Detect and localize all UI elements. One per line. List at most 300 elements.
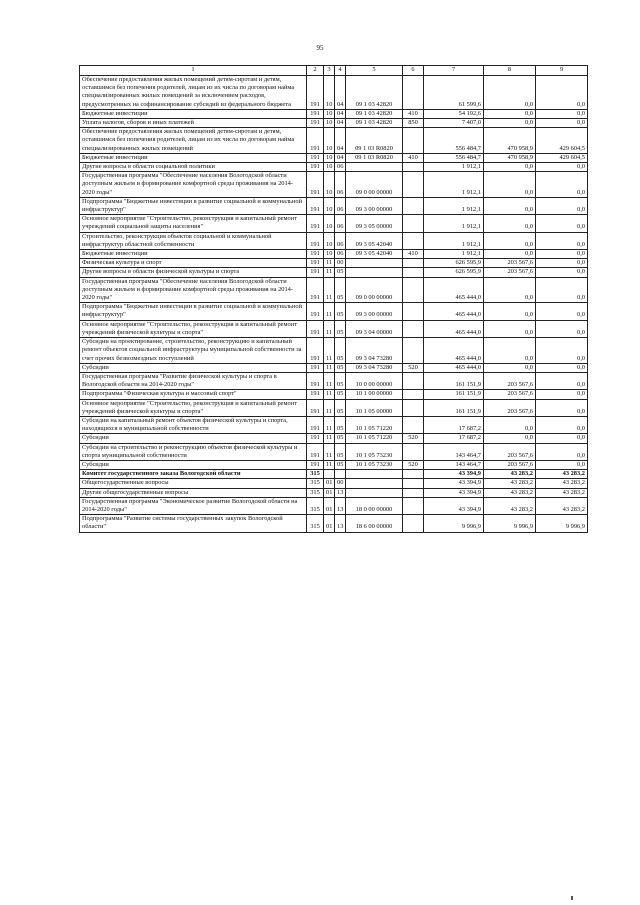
amount-year-3: 0,0 — [536, 259, 588, 268]
section-code: 11 — [324, 338, 335, 364]
table-row — [80, 163, 588, 172]
expense-type-code — [403, 215, 424, 232]
column-header: 3 — [324, 66, 335, 76]
subsection-code: 06 — [335, 197, 346, 214]
section-code: 01 — [324, 497, 335, 514]
expense-type-code — [403, 372, 424, 389]
subsection-code: 04 — [335, 76, 346, 110]
amount-year-2: 43 283,2 — [484, 488, 536, 497]
amount-year-1: 161 151,9 — [424, 372, 484, 389]
column-header: 7 — [424, 66, 484, 76]
amount-year-2: 0,0 — [484, 434, 536, 443]
subsection-code: 05 — [335, 303, 346, 320]
amount-year-2: 0,0 — [484, 163, 536, 172]
target-article-code: 09 0 00 00000 — [346, 172, 403, 198]
amount-year-1: 143 464,7 — [424, 460, 484, 469]
expense-type-code — [403, 497, 424, 514]
subsection-code: 05 — [335, 434, 346, 443]
section-code: 11 — [324, 390, 335, 399]
target-article-code — [346, 470, 403, 479]
table-row — [80, 460, 588, 469]
amount-year-2: 203 567,6 — [484, 460, 536, 469]
amount-year-3: 0,0 — [536, 443, 588, 460]
section-code — [324, 470, 335, 479]
table-row — [80, 470, 588, 479]
admin-code: 315 — [307, 470, 324, 479]
subsection-code: 05 — [335, 460, 346, 469]
page-number: 95 — [316, 44, 324, 52]
amount-year-1: 465 444,0 — [424, 363, 484, 372]
amount-year-2: 0,0 — [484, 119, 536, 128]
subsection-code: 04 — [335, 119, 346, 128]
amount-year-2: 43 283,2 — [484, 479, 536, 488]
section-code: 11 — [324, 363, 335, 372]
subsection-code: 05 — [335, 372, 346, 389]
target-article-code: 09 1 03 42820 — [346, 119, 403, 128]
expense-type-code: 850 — [403, 119, 424, 128]
amount-year-3: 0,0 — [536, 390, 588, 399]
row-name: Другие вопросы в области физической культуры и спорта — [80, 268, 307, 277]
amount-year-1: 626 595,9 — [424, 259, 484, 268]
budget-table — [79, 65, 588, 533]
section-code: 11 — [324, 443, 335, 460]
admin-code: 315 — [307, 488, 324, 497]
amount-year-1: 54 192,6 — [424, 109, 484, 118]
expense-type-code — [403, 268, 424, 277]
subsection-code: 05 — [335, 399, 346, 416]
amount-year-3: 0,0 — [536, 197, 588, 214]
amount-year-3: 0,0 — [536, 163, 588, 172]
amount-year-3: 0,0 — [536, 363, 588, 372]
admin-code: 191 — [307, 259, 324, 268]
target-article-code: 09 3 04 00000 — [346, 320, 403, 337]
row-name: Бюджетные инвестиции — [80, 250, 307, 259]
target-article-code: 09 3 05 42040 — [346, 250, 403, 259]
expense-type-code — [403, 259, 424, 268]
expense-type-code — [403, 76, 424, 110]
amount-year-1: 43 394,9 — [424, 497, 484, 514]
amount-year-3: 0,0 — [536, 277, 588, 303]
section-code: 01 — [324, 479, 335, 488]
admin-code: 191 — [307, 277, 324, 303]
target-article-code: 10 1 05 71220 — [346, 416, 403, 433]
admin-code: 315 — [307, 479, 324, 488]
admin-code: 191 — [307, 303, 324, 320]
amount-year-1: 1 912,1 — [424, 197, 484, 214]
admin-code: 191 — [307, 416, 324, 433]
amount-year-2: 0,0 — [484, 250, 536, 259]
subsection-code: 06 — [335, 172, 346, 198]
amount-year-2: 0,0 — [484, 303, 536, 320]
amount-year-1: 556 484,7 — [424, 128, 484, 154]
admin-code: 191 — [307, 460, 324, 469]
target-article-code: 09 1 03 R0820 — [346, 153, 403, 162]
admin-code: 191 — [307, 338, 324, 364]
amount-year-1: 465 444,0 — [424, 338, 484, 364]
subsection-code: 13 — [335, 515, 346, 532]
target-article-code: 09 3 05 42040 — [346, 232, 403, 249]
amount-year-1: 61 599,6 — [424, 76, 484, 110]
amount-year-2: 9 996,9 — [484, 515, 536, 532]
amount-year-1: 556 484,7 — [424, 153, 484, 162]
expense-type-code: 520 — [403, 434, 424, 443]
column-number-row — [80, 66, 588, 76]
target-article-code: 09 3 05 00000 — [346, 215, 403, 232]
amount-year-2: 0,0 — [484, 363, 536, 372]
admin-code: 191 — [307, 443, 324, 460]
section-code: 10 — [324, 215, 335, 232]
target-article-code: 09 1 03 R0820 — [346, 128, 403, 154]
target-article-code: 09 3 00 00000 — [346, 197, 403, 214]
subsection-code: 05 — [335, 268, 346, 277]
amount-year-2: 203 567,6 — [484, 259, 536, 268]
amount-year-2: 43 283,2 — [484, 470, 536, 479]
subsection-code: 05 — [335, 320, 346, 337]
amount-year-3: 0,0 — [536, 109, 588, 118]
target-article-code — [346, 268, 403, 277]
target-article-code: 09 3 04 73280 — [346, 363, 403, 372]
amount-year-3: 43 283,2 — [536, 479, 588, 488]
amount-year-3: 0,0 — [536, 268, 588, 277]
amount-year-1: 9 996,9 — [424, 515, 484, 532]
column-header: 4 — [335, 66, 346, 76]
expense-type-code — [403, 416, 424, 433]
table-row — [80, 488, 588, 497]
subsection-code: 05 — [335, 443, 346, 460]
section-code: 10 — [324, 197, 335, 214]
table-row — [80, 497, 588, 514]
amount-year-3: 0,0 — [536, 303, 588, 320]
amount-year-2: 203 567,6 — [484, 399, 536, 416]
section-code: 10 — [324, 76, 335, 110]
expense-type-code: 520 — [403, 460, 424, 469]
row-name: Строительство, реконструкция объектов социальной и коммунальной инфраструктур областной собственности — [80, 232, 307, 249]
expense-type-code — [403, 479, 424, 488]
section-code: 10 — [324, 232, 335, 249]
amount-year-2: 203 567,6 — [484, 443, 536, 460]
admin-code: 315 — [307, 497, 324, 514]
admin-code: 191 — [307, 363, 324, 372]
column-header: 1 — [80, 66, 307, 76]
section-code: 11 — [324, 320, 335, 337]
table-row — [80, 390, 588, 399]
admin-code: 191 — [307, 320, 324, 337]
amount-year-3: 0,0 — [536, 250, 588, 259]
row-name: Государственная программа "Развитие физической культуры и спорта в Вологодской области на 2014-2020 годы" — [80, 372, 307, 389]
admin-code: 191 — [307, 372, 324, 389]
table-row — [80, 119, 588, 128]
row-name: Субсидии на строительство и реконструкцию объектов физической культуры и спорта муниципальной собственности — [80, 443, 307, 460]
row-name: Основное мероприятие "Строительство, реконструкция и капитальный ремонт учреждений социальной защиты населения" — [80, 215, 307, 232]
admin-code: 191 — [307, 172, 324, 198]
amount-year-2: 203 567,6 — [484, 372, 536, 389]
amount-year-3: 0,0 — [536, 416, 588, 433]
amount-year-2: 43 283,2 — [484, 497, 536, 514]
admin-code: 191 — [307, 434, 324, 443]
subsection-code: 04 — [335, 128, 346, 154]
amount-year-3: 43 283,2 — [536, 488, 588, 497]
table-row — [80, 277, 588, 303]
amount-year-3: 0,0 — [536, 172, 588, 198]
admin-code: 191 — [307, 128, 324, 154]
amount-year-3: 43 283,2 — [536, 497, 588, 514]
row-name: Другие вопросы в области социальной политики — [80, 163, 307, 172]
expense-type-code — [403, 443, 424, 460]
row-name: Основное мероприятие "Строительство, реконструкция и капитальный ремонт учреждений физической культуры и спорта" — [80, 320, 307, 337]
amount-year-2: 203 567,6 — [484, 268, 536, 277]
amount-year-2: 0,0 — [484, 172, 536, 198]
admin-code: 315 — [307, 515, 324, 532]
amount-year-1: 43 394,9 — [424, 479, 484, 488]
expense-type-code — [403, 277, 424, 303]
row-name: Подпрограмма "Развитие системы государственных закупок Вологодской области" — [80, 515, 307, 532]
section-code: 10 — [324, 128, 335, 154]
subsection-code: 06 — [335, 163, 346, 172]
admin-code: 191 — [307, 76, 324, 110]
amount-year-1: 17 687,2 — [424, 434, 484, 443]
column-header: 5 — [346, 66, 403, 76]
expense-type-code — [403, 303, 424, 320]
amount-year-1: 7 407,0 — [424, 119, 484, 128]
row-name: Субсидии — [80, 460, 307, 469]
amount-year-1: 161 151,9 — [424, 399, 484, 416]
row-name: Обеспечение предоставления жилых помещений детям-сиротам и детям, оставшимся без попечения родителей, лицам из их числа по договорам найма специализированных жилых помещений за исключением расходов, предусмотренных на софинансирование субсидий из федерального бюджета — [80, 76, 307, 110]
section-code: 10 — [324, 109, 335, 118]
section-code: 11 — [324, 434, 335, 443]
target-article-code: 09 0 00 00000 — [346, 277, 403, 303]
table-row — [80, 172, 588, 198]
amount-year-1: 1 912,1 — [424, 163, 484, 172]
amount-year-2: 203 567,6 — [484, 390, 536, 399]
table-row — [80, 215, 588, 232]
table-row — [80, 399, 588, 416]
table-row — [80, 434, 588, 443]
target-article-code: 09 3 00 00000 — [346, 303, 403, 320]
amount-year-1: 43 394,9 — [424, 488, 484, 497]
target-article-code: 18 6 00 00000 — [346, 515, 403, 532]
row-name: Комитет государственного заказа Вологодской области — [80, 470, 307, 479]
table-row — [80, 197, 588, 214]
subsection-code: 13 — [335, 488, 346, 497]
row-name: Государственная программа "Экономическое развитие Вологодской области на 2014-2020 годы" — [80, 497, 307, 514]
table-row — [80, 128, 588, 154]
section-code: 10 — [324, 172, 335, 198]
subsection-code: 05 — [335, 416, 346, 433]
amount-year-3: 43 283,2 — [536, 470, 588, 479]
subsection-code: 04 — [335, 153, 346, 162]
column-header: 8 — [484, 66, 536, 76]
table-row — [80, 320, 588, 337]
admin-code: 191 — [307, 215, 324, 232]
table-row — [80, 363, 588, 372]
expense-type-code — [403, 197, 424, 214]
amount-year-1: 1 912,1 — [424, 250, 484, 259]
row-name: Субсидии на проектирование, строительство, реконструкцию и капитальный ремонт объектов социальной инфраструктуры муниципальной собственности за счет прочих безвозмездных поступлений — [80, 338, 307, 364]
table-row — [80, 153, 588, 162]
amount-year-1: 1 912,1 — [424, 215, 484, 232]
admin-code: 191 — [307, 399, 324, 416]
target-article-code: 10 1 05 00000 — [346, 399, 403, 416]
section-code: 10 — [324, 119, 335, 128]
target-article-code: 10 1 05 73230 — [346, 460, 403, 469]
row-name: Другие общегосударственные вопросы — [80, 488, 307, 497]
target-article-code: 09 1 03 42820 — [346, 109, 403, 118]
column-header: 9 — [536, 66, 588, 76]
expense-type-code — [403, 399, 424, 416]
amount-year-2: 0,0 — [484, 215, 536, 232]
amount-year-2: 0,0 — [484, 232, 536, 249]
section-code: 11 — [324, 416, 335, 433]
row-name: Субсидии — [80, 434, 307, 443]
section-code: 10 — [324, 250, 335, 259]
subsection-code: 06 — [335, 215, 346, 232]
amount-year-1: 1 912,1 — [424, 232, 484, 249]
table-row — [80, 232, 588, 249]
table-row — [80, 268, 588, 277]
amount-year-3: 0,0 — [536, 338, 588, 364]
row-name: Подпрограмма "Физическая культура и массовый спорт" — [80, 390, 307, 399]
amount-year-1: 626 595,9 — [424, 268, 484, 277]
subsection-code: 05 — [335, 363, 346, 372]
row-name: Субсидии — [80, 363, 307, 372]
expense-type-code — [403, 338, 424, 364]
amount-year-3: 0,0 — [536, 119, 588, 128]
amount-year-1: 43 394,9 — [424, 470, 484, 479]
expense-type-code — [403, 320, 424, 337]
row-name: Государственная программа "Обеспечение населения Вологодской области доступным жильем и формирование комфортной среды проживания на 2014-2020 годы" — [80, 172, 307, 198]
amount-year-3: 429 604,5 — [536, 128, 588, 154]
table-row — [80, 443, 588, 460]
expense-type-code — [403, 232, 424, 249]
amount-year-3: 0,0 — [536, 76, 588, 110]
scan-mark — [571, 896, 573, 900]
section-code: 11 — [324, 268, 335, 277]
expense-type-code: 410 — [403, 250, 424, 259]
column-header: 6 — [403, 66, 424, 76]
target-article-code: 10 1 00 00000 — [346, 390, 403, 399]
row-name: Подпрограмма "Бюджетные инвестиции в развитие социальной и коммунальной инфраструктур" — [80, 197, 307, 214]
subsection-code — [335, 470, 346, 479]
subsection-code: 05 — [335, 338, 346, 364]
table-row — [80, 259, 588, 268]
admin-code: 191 — [307, 390, 324, 399]
target-article-code: 18 0 00 00000 — [346, 497, 403, 514]
amount-year-2: 0,0 — [484, 109, 536, 118]
amount-year-2: 470 958,9 — [484, 153, 536, 162]
target-article-code: 10 0 00 00000 — [346, 372, 403, 389]
target-article-code: 09 3 04 73280 — [346, 338, 403, 364]
section-code: 10 — [324, 163, 335, 172]
row-name: Подпрограмма "Бюджетные инвестиции в развитие социальной и коммунальной инфраструктур" — [80, 303, 307, 320]
expense-type-code: 410 — [403, 109, 424, 118]
row-name: Основное мероприятие "Строительство, реконструкция и капитальный ремонт учреждений физической культуры и спорта" — [80, 399, 307, 416]
section-code: 11 — [324, 372, 335, 389]
table-row — [80, 479, 588, 488]
table-row — [80, 76, 588, 110]
amount-year-2: 0,0 — [484, 277, 536, 303]
subsection-code: 06 — [335, 232, 346, 249]
amount-year-1: 17 687,2 — [424, 416, 484, 433]
target-article-code: 10 1 05 73230 — [346, 443, 403, 460]
section-code: 01 — [324, 515, 335, 532]
amount-year-1: 1 912,1 — [424, 172, 484, 198]
row-name: Бюджетные инвестиции — [80, 109, 307, 118]
table-row — [80, 109, 588, 118]
amount-year-1: 161 151,9 — [424, 390, 484, 399]
table-row — [80, 515, 588, 532]
amount-year-3: 0,0 — [536, 460, 588, 469]
section-code: 11 — [324, 460, 335, 469]
subsection-code: 04 — [335, 109, 346, 118]
row-name: Бюджетные инвестиции — [80, 153, 307, 162]
admin-code: 191 — [307, 109, 324, 118]
row-name: Уплата налогов, сборов и иных платежей — [80, 119, 307, 128]
amount-year-1: 465 444,0 — [424, 277, 484, 303]
subsection-code: 06 — [335, 250, 346, 259]
table-row — [80, 250, 588, 259]
amount-year-3: 0,0 — [536, 320, 588, 337]
admin-code: 191 — [307, 250, 324, 259]
subsection-code: 13 — [335, 497, 346, 514]
expense-type-code: 410 — [403, 153, 424, 162]
expense-type-code — [403, 163, 424, 172]
expense-type-code — [403, 488, 424, 497]
row-name: Государственная программа "Обеспечение населения Вологодской области доступным жильем и формирование комфортной среды проживания на 2014-2020 годы" — [80, 277, 307, 303]
table-row — [80, 372, 588, 389]
expense-type-code — [403, 390, 424, 399]
admin-code: 191 — [307, 232, 324, 249]
admin-code: 191 — [307, 163, 324, 172]
expense-type-code — [403, 172, 424, 198]
amount-year-3: 0,0 — [536, 215, 588, 232]
target-article-code — [346, 479, 403, 488]
amount-year-2: 0,0 — [484, 197, 536, 214]
amount-year-2: 0,0 — [484, 338, 536, 364]
subsection-code: 05 — [335, 390, 346, 399]
amount-year-3: 0,0 — [536, 399, 588, 416]
admin-code: 191 — [307, 197, 324, 214]
admin-code: 191 — [307, 153, 324, 162]
amount-year-1: 465 444,0 — [424, 320, 484, 337]
expense-type-code: 520 — [403, 363, 424, 372]
table-row — [80, 338, 588, 364]
table-row — [80, 303, 588, 320]
amount-year-1: 465 444,0 — [424, 303, 484, 320]
target-article-code — [346, 488, 403, 497]
table-row — [80, 416, 588, 433]
section-code: 01 — [324, 488, 335, 497]
subsection-code: 00 — [335, 259, 346, 268]
target-article-code — [346, 259, 403, 268]
target-article-code — [346, 163, 403, 172]
column-header: 2 — [307, 66, 324, 76]
section-code: 11 — [324, 277, 335, 303]
row-name: Общегосударственные вопросы — [80, 479, 307, 488]
target-article-code: 10 1 05 71220 — [346, 434, 403, 443]
section-code: 11 — [324, 303, 335, 320]
amount-year-1: 143 464,7 — [424, 443, 484, 460]
admin-code: 191 — [307, 268, 324, 277]
amount-year-3: 9 996,9 — [536, 515, 588, 532]
target-article-code: 09 1 03 42820 — [346, 76, 403, 110]
subsection-code: 00 — [335, 479, 346, 488]
amount-year-3: 0,0 — [536, 434, 588, 443]
amount-year-3: 0,0 — [536, 232, 588, 249]
section-code: 11 — [324, 259, 335, 268]
expense-type-code — [403, 515, 424, 532]
section-code: 10 — [324, 153, 335, 162]
row-name: Субсидии на капитальный ремонт объектов физической культуры и спорта, находящихся в муниципальной собственности — [80, 416, 307, 433]
